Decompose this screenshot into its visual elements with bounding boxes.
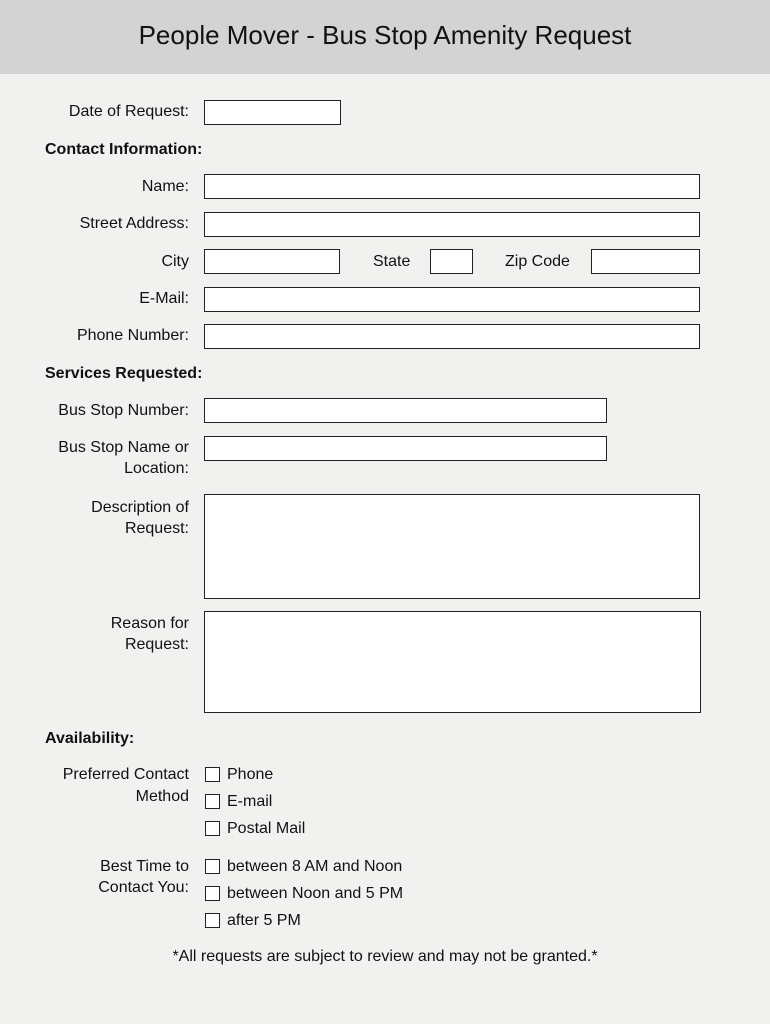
contact-phone-checkbox[interactable] [205,767,220,782]
contact-information-heading: Contact Information: [45,141,203,158]
zip-code-label: Zip Code [505,253,570,270]
services-requested-heading: Services Requested: [45,365,203,382]
contact-email-checkbox[interactable] [205,794,220,809]
email-field[interactable] [204,287,700,312]
time-morning-label: between 8 AM and Noon [227,858,403,875]
zip-code-field[interactable] [591,249,700,274]
reason-textarea[interactable] [204,611,701,713]
phone-number-label: Phone Number: [76,327,189,344]
city-field[interactable] [204,249,340,274]
contact-email-label: E-mail [227,793,273,810]
date-of-request-label: Date of Request: [68,103,189,120]
description-label-line1: Description of [91,499,189,516]
bus-stop-number-field[interactable] [204,398,607,423]
time-evening-checkbox[interactable] [205,913,220,928]
state-field[interactable] [430,249,473,274]
date-of-request-field[interactable] [204,100,341,125]
time-afternoon-label: between Noon and 5 PM [227,885,404,902]
bus-stop-number-label: Bus Stop Number: [58,402,189,419]
form-title: People Mover - Bus Stop Amenity Request [138,20,632,50]
city-label: City [161,253,189,270]
best-time-label-line2: Contact You: [98,879,189,896]
contact-postal-mail-label: Postal Mail [227,820,306,837]
preferred-contact-label-line2: Method [135,788,189,805]
state-label: State [373,253,411,270]
street-address-label: Street Address: [79,215,189,232]
bus-stop-name-label-line1: Bus Stop Name or [58,439,189,456]
time-afternoon-checkbox[interactable] [205,886,220,901]
phone-number-field[interactable] [204,324,700,349]
email-label: E-Mail: [139,290,189,307]
reason-label-line2: Request: [124,636,189,653]
contact-phone-label: Phone [227,766,274,783]
availability-heading: Availability: [45,730,135,747]
name-label: Name: [141,178,189,195]
bus-stop-name-label-line2: Location: [124,460,189,477]
name-field[interactable] [204,174,700,199]
description-label-line2: Request: [124,520,189,537]
description-textarea[interactable] [204,494,700,599]
street-address-field[interactable] [204,212,700,237]
time-evening-label: after 5 PM [227,912,301,929]
review-disclaimer: *All requests are subject to review and may not be granted.* [172,948,598,965]
bus-stop-name-field[interactable] [204,436,607,461]
contact-postal-mail-checkbox[interactable] [205,821,220,836]
best-time-label-line1: Best Time to [100,858,189,875]
preferred-contact-label-line1: Preferred Contact [62,766,189,783]
reason-label-line1: Reason for [110,615,189,632]
time-morning-checkbox[interactable] [205,859,220,874]
